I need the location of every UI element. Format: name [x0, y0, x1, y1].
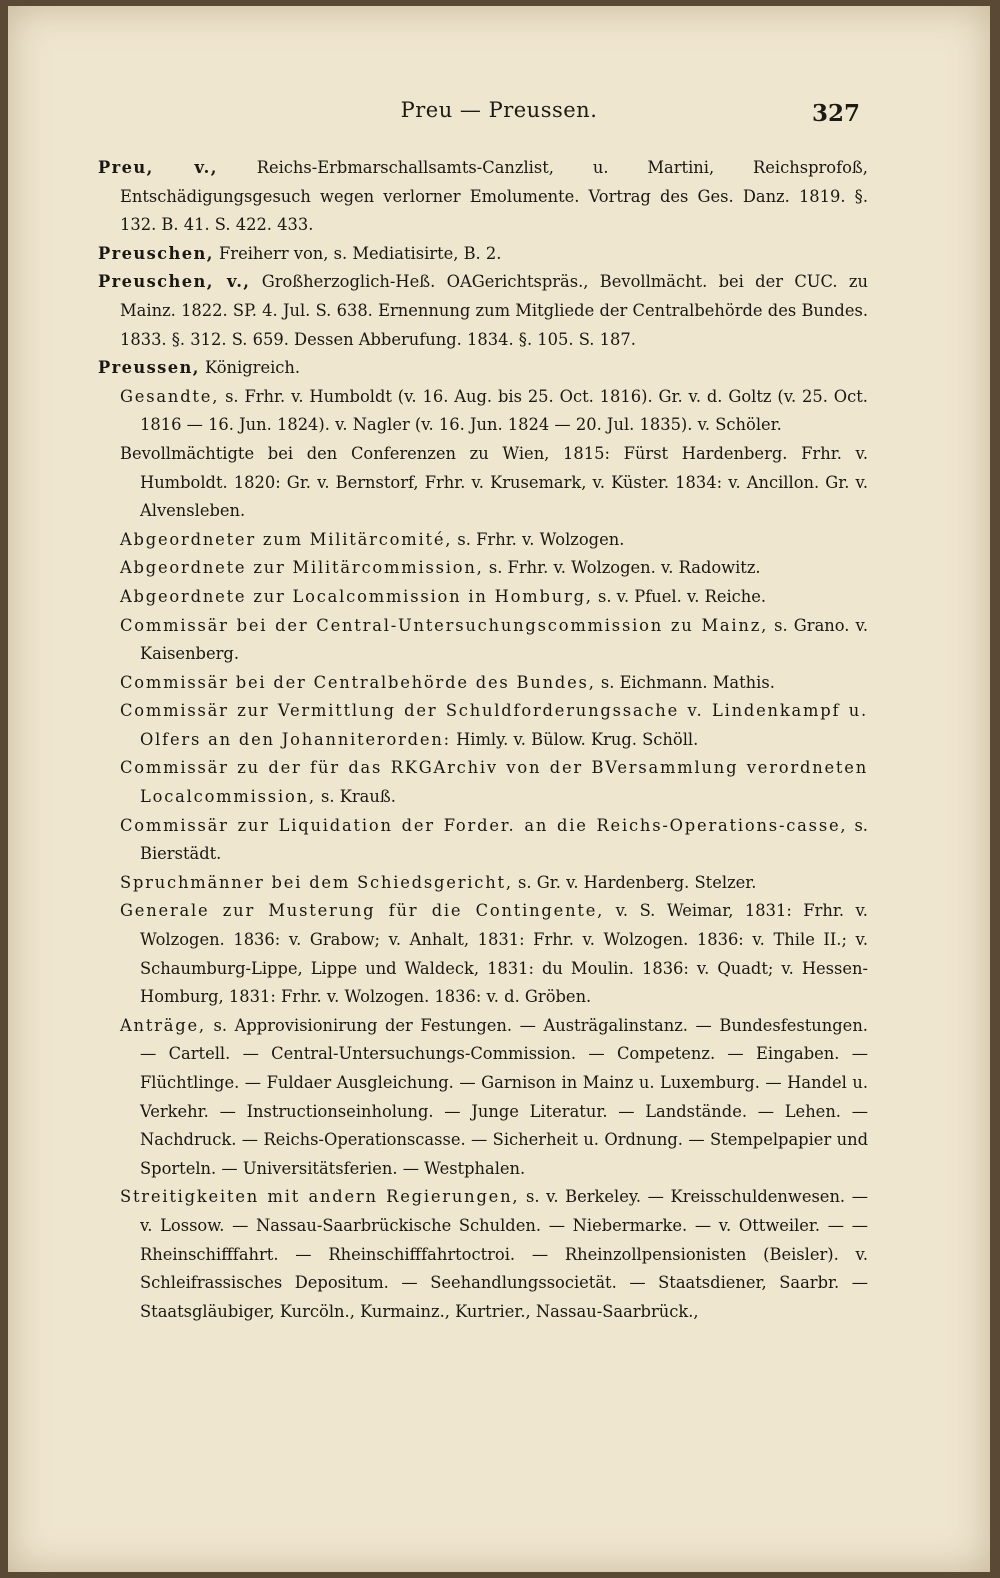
entry-text: Reichs-Erbmarschallsamts-Canzlist, u. Martini, Reichsprofoß, Entschädigungsgesuch wegen verlorner Emolumente. Vortrag des Ges. Danz. 1819. §. 132. B. 41. S. 422. 433. [120, 158, 868, 235]
sub-entry [120, 1183, 868, 1326]
sub-entry-text: s. Frhr. v. Wolzogen. [457, 529, 625, 549]
sub-entry [120, 697, 868, 754]
sub-entry [120, 554, 868, 583]
page-header [8, 98, 990, 138]
index-entry [98, 354, 868, 383]
sub-entry [120, 612, 868, 669]
sub-entry-text: s. Frhr. v. Humboldt (v. 16. Aug. bis 25. Oct. 1816). Gr. v. d. Goltz (v. 25. Oct. 1816 — 16. Jun. 1824). v. Nagler (v. 16. Jun. 1824 — 20. Jul. 1835). v. Schöler. [140, 386, 868, 435]
entry-text: Königreich. [205, 358, 301, 378]
page-number: 327 [811, 100, 860, 127]
sub-entry-text: s. Approvisionirung der Festungen. — Austrägalinstanz. — Bundesfestungen. — Cartell. — Central-Untersuchungs-Commission. — Competenz. — Eingaben. — Flüchtlinge. — Fuldaer Ausgleichung. — Garnison in Mainz u. Luxemburg. — Handel u. Verkehr. — Instructionseinholung. — Junge Literatur. — Landstände. — Lehen. — Nachdruck. — Reichs-Operationscasse. — Sicherheit u. Ordnung. — Stempelpapier und Sporteln. — Universitätsferien. — Westphalen. [140, 1015, 868, 1178]
sub-entry [120, 869, 868, 898]
index-body [98, 154, 868, 1326]
sub-entry-head: Commissär zu der für das RKGArchiv von der BVersammlung verordneten Localcommission, [120, 758, 868, 807]
sub-entry-text: Bevollmächtigte bei den Conferenzen zu Wien, 1815: Fürst Hardenberg. Frhr. v. Humboldt. 1820: Gr. v. Bernstorf, Frhr. v. Krusemark, v. Küster. 1834: v. Ancillon. Gr. v. Alvensleben. [120, 443, 868, 521]
sub-entry-text: s. Krauß. [321, 787, 396, 807]
sub-entry [120, 526, 868, 555]
entry-lemma: Preuschen, [98, 243, 214, 263]
book-page [8, 6, 990, 1572]
sub-entry [120, 583, 868, 612]
index-entry [98, 154, 868, 240]
sub-entry-head: Commissär zur Vermittlung der Schuldforderungssache v. Lindenkampf u. Olfers an den Johanniterorden: [120, 701, 868, 749]
sub-entry-text: s. Eichmann. Mathis. [600, 672, 775, 692]
sub-entry [120, 812, 868, 869]
sub-entry-text: s. Frhr. v. Wolzogen. v. Radowitz. [488, 558, 761, 578]
sub-entry [120, 383, 868, 440]
entry-text: Großherzoglich-Heß. OAGerichtspräs., Bevollmächt. bei der CUC. zu Mainz. 1822. SP. 4. Jul. S. 638. Ernennung zum Mitgliede der Centralbehörde des Bundes. 1833. §. 312. S. 659. Dessen Abberufung. 1834. §. 105. S. 187. [120, 272, 868, 349]
sub-entry-text: s. Gr. v. Hardenberg. Stelzer. [518, 872, 757, 892]
sub-entry [120, 440, 868, 526]
sub-entry [120, 897, 868, 1011]
entry-lemma: Preussen, [98, 358, 200, 378]
entry-lemma: Preuschen, v., [98, 272, 251, 292]
sub-entry-group [98, 383, 868, 1327]
sub-entry [120, 669, 868, 698]
sub-entry-head: Anträge, [120, 1015, 206, 1035]
sub-entry-head: Abgeordneter zum Militärcomité, [120, 529, 453, 549]
sub-entry-head: Streitigkeiten mit andern Regierungen, [120, 1187, 520, 1207]
sub-entry-head: Generale zur Musterung für die Contingente, [120, 901, 605, 921]
sub-entry-text: s. v. Pfuel. v. Reiche. [597, 586, 767, 606]
sub-entry-head: Abgeordnete zur Militärcommission, [120, 558, 484, 578]
sub-entry-head: Commissär zur Liquidation der Forder. an die Reichs-Operations-casse, [120, 815, 848, 835]
sub-entry-head: Abgeordnete zur Localcommission in Homburg, [120, 586, 593, 606]
sub-entry-text: s. v. Berkeley. — Kreisschuldenwesen. — v. Lossow. — Nassau-Saarbrückische Schulden. — Niebermarke. — v. Ottweiler. — — Rheinschifffahrt. — Rheinschifffahrtoctroi. — Rheinzollpensionisten (Beisler). v. Schleifrassisches Depositum. — Seehandlungssocietät. — Staatsdiener, Saarbr. — Staatsgläubiger, Kurcöln., Kurmainz., Kurtrier., Nassau-Saarbrück., [140, 1187, 868, 1321]
sub-entry [120, 754, 868, 811]
sub-entry [120, 1012, 868, 1184]
sub-entry-text: Himly. v. Bülow. Krug. Schöll. [456, 729, 699, 749]
sub-entry-head: Commissär bei der Central-Untersuchungscommission zu Mainz, [120, 615, 769, 635]
sub-entry-head: Spruchmänner bei dem Schiedsgericht, [120, 872, 513, 892]
running-head: Preu — Preussen. [400, 98, 598, 122]
sub-entry-head: Gesandte, [120, 386, 220, 406]
entry-text: Freiherr von, s. Mediatisirte, B. 2. [219, 243, 502, 263]
index-entry [98, 240, 868, 269]
sub-entry-text: s. Grano. v. Kaisenberg. [140, 615, 868, 664]
entry-lemma: Preu, v., [98, 158, 218, 177]
index-entry [98, 268, 868, 354]
sub-entry-text: v. S. Weimar, 1831: Frhr. v. Wolzogen. 1836: v. Grabow; v. Anhalt, 1831: Frhr. v. Wolzogen. 1836: v. Thile II.; v. Schaumburg-Lippe, Lippe und Waldeck, 1831: du Moulin. 1836: v. Quadt; v. Hessen-Homburg, 1831: Frhr. v. Wolzogen. 1836: v. d. Gröben. [140, 901, 868, 1007]
sub-entry-head: Commissär bei der Centralbehörde des Bundes, [120, 672, 596, 692]
sub-entry-text: s. Bierstädt. [140, 815, 868, 864]
